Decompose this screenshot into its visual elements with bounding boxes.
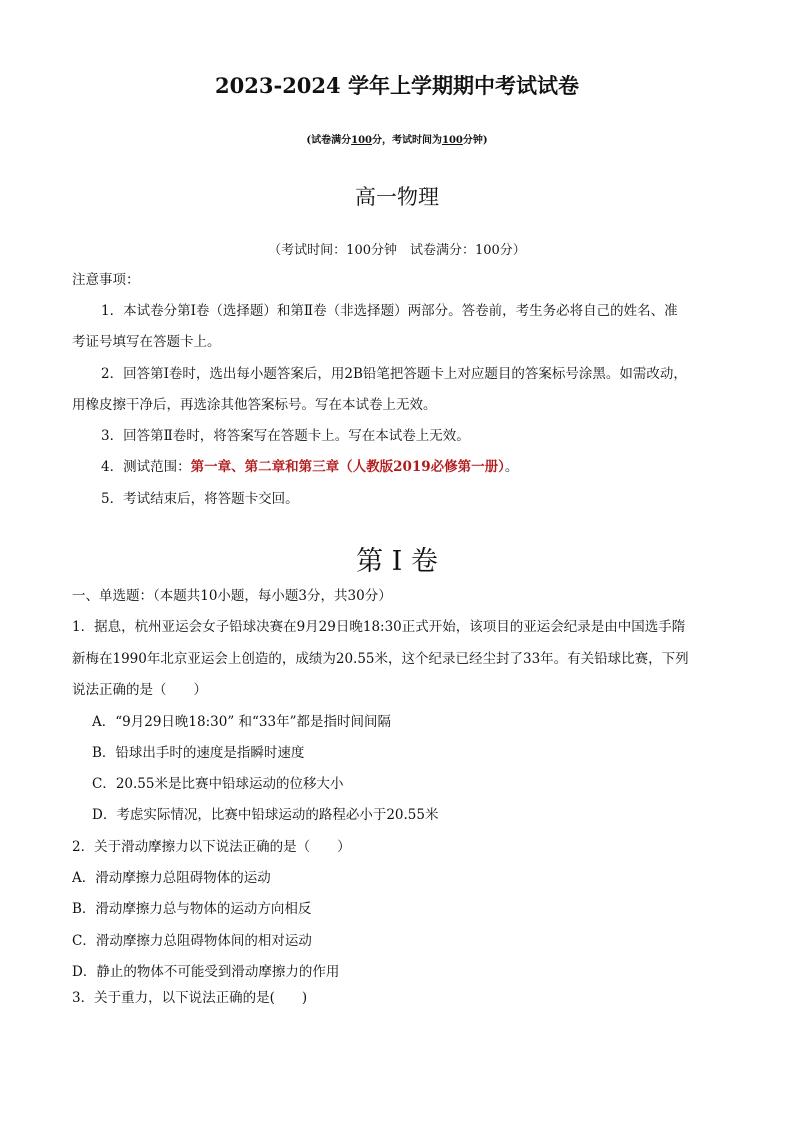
question-1-option-c: C．20.55米是比赛中铅球运动的位移大小 xyxy=(92,776,344,792)
note-suffix: 分钟) xyxy=(462,135,488,146)
note-time: 100 xyxy=(442,135,463,146)
question-1-line-3: 说法正确的是（ ） xyxy=(72,682,207,698)
instructions-heading: 注意事项： xyxy=(72,272,140,288)
instruction-4-suffix: 。 xyxy=(504,459,519,475)
note-prefix: (试卷满分 xyxy=(306,135,352,146)
question-2-option-d: D．静止的物体不可能受到滑动摩擦力的作用 xyxy=(72,964,340,980)
instruction-2-line-1: 2．回答第Ⅰ卷时，选出每小题答案后，用2B铅笔把答题卡上对应题目的答案标号涂黑。如需改动， xyxy=(101,366,687,382)
question-1-option-b: B．铅球出手时的速度是指瞬时速度 xyxy=(92,745,305,761)
subject-title: 高一物理 xyxy=(355,185,439,209)
exam-time-line: （考试时间：100分钟 试卷满分：100分） xyxy=(268,243,526,258)
question-2-option-b: B．滑动摩擦力总与物体的运动方向相反 xyxy=(72,901,312,917)
question-2-stem: 2．关于滑动摩擦力以下说法正确的是（ ） xyxy=(72,839,351,855)
instruction-4-prefix: 4．测试范围： xyxy=(101,459,191,475)
note-middle: 分，考试时间为 xyxy=(372,135,442,146)
question-2-option-c: C．滑动摩擦力总阻碍物体间的相对运动 xyxy=(72,933,312,949)
note-full-score: 100 xyxy=(351,135,372,146)
test-range: 第一章、第二章和第三章（人教版2019必修第一册） xyxy=(190,459,505,475)
question-1-option-d: D．考虑实际情况，比赛中铅球运动的路程必小于20.55米 xyxy=(92,807,439,823)
exam-title: 2023-2024 学年上学期期中考试试卷 xyxy=(215,73,579,98)
question-1-line-1: 1．据息，杭州亚运会女子铅球决赛在9月29日晚18:30正式开始，该项目的亚运会纪录是由中国选手隋 xyxy=(72,619,686,635)
instruction-1-line-1: 1．本试卷分第Ⅰ卷（选择题）和第Ⅱ卷（非选择题）两部分。答卷前，考生务必将自己的姓名、准 xyxy=(101,303,678,319)
section-title: 第 I 卷 xyxy=(356,546,438,577)
instruction-4 xyxy=(101,461,518,475)
question-2-option-a: A．滑动摩擦力总阻碍物体的运动 xyxy=(72,870,271,886)
instruction-3: 3．回答第Ⅱ卷时，将答案写在答题卡上。写在本试卷上无效。 xyxy=(101,428,470,444)
instruction-2-line-2: 用橡皮擦干净后，再选涂其他答案标号。写在本试卷上无效。 xyxy=(72,397,437,413)
question-1-option-a: A．“9月29日晚18:30” 和“33年”都是指时间间隔 xyxy=(92,714,391,730)
instruction-1-line-2: 考证号填写在答题卡上。 xyxy=(72,334,221,350)
score-time-note xyxy=(0,131,794,146)
instruction-5: 5．考试结束后，将答题卡交回。 xyxy=(101,491,299,507)
part-heading: 一、单选题：（本题共10小题，每小题3分，共30分） xyxy=(72,588,392,604)
question-3-stem: 3．关于重力，以下说法正确的是( ) xyxy=(72,990,308,1006)
question-1-line-2: 新梅在1990年北京亚运会上创造的，成绩为20.55米，这个纪录已经尘封了33年。有关铅球比赛，下列 xyxy=(72,651,689,667)
